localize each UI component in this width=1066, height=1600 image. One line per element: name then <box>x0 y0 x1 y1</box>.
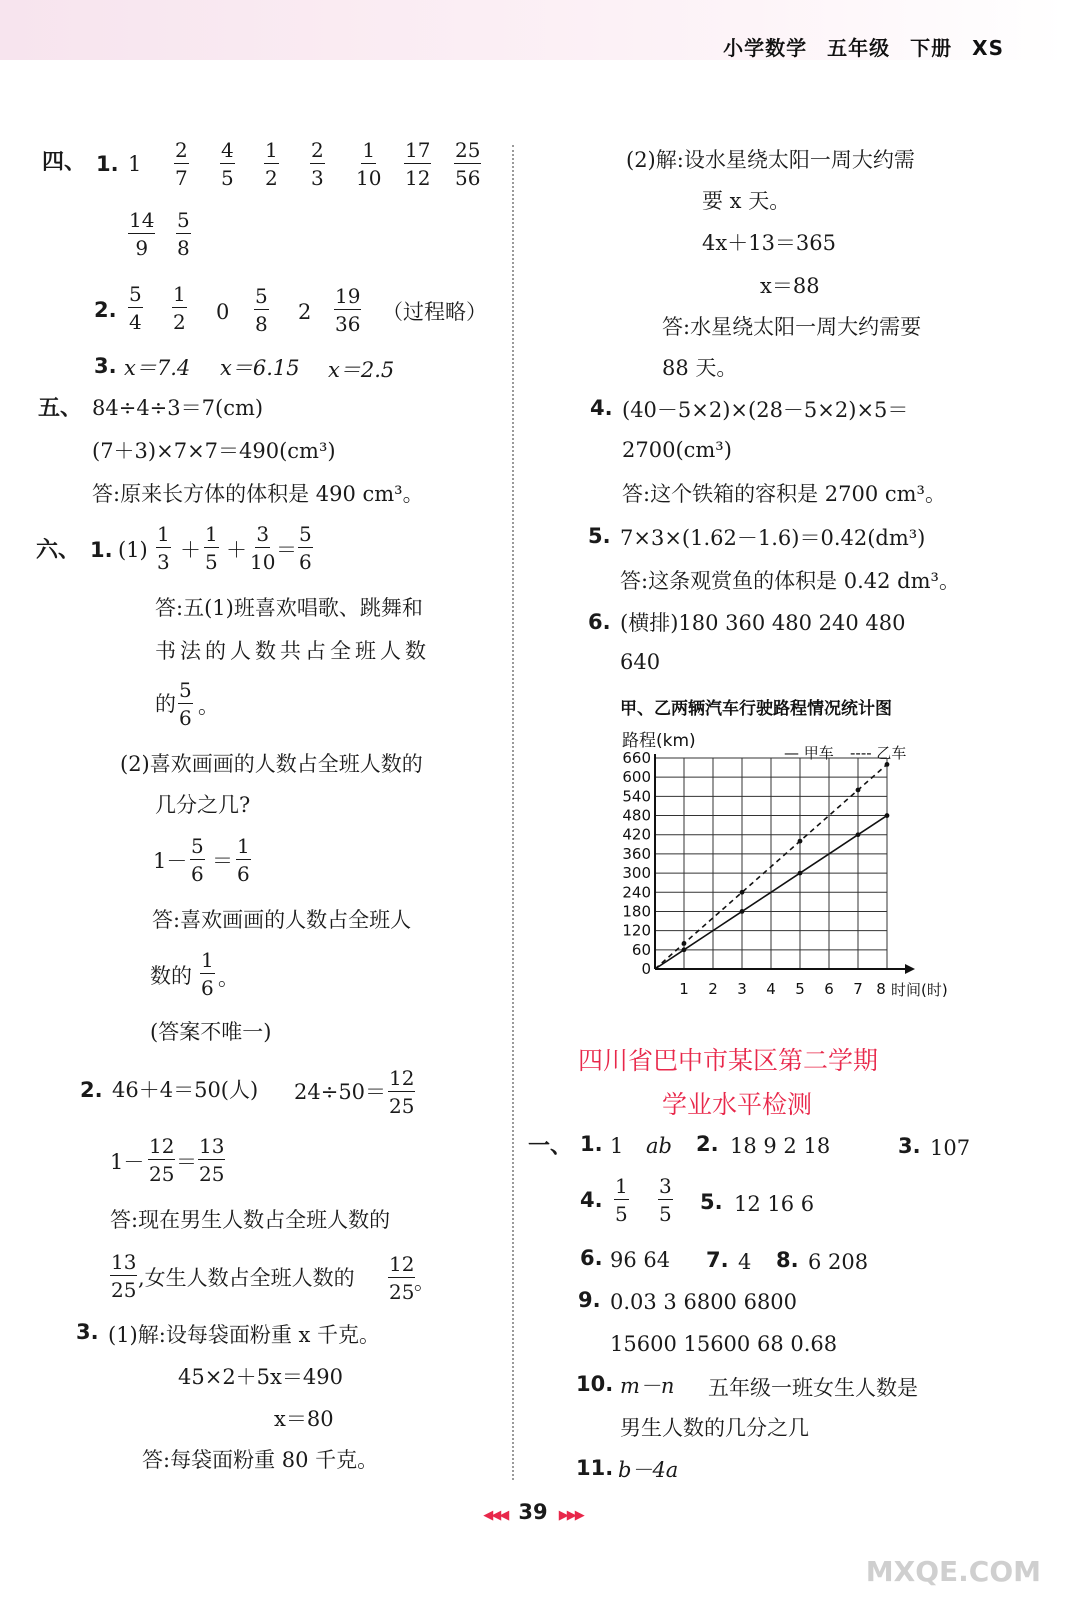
answer-value: 15600 15600 68 0.68 <box>610 1332 838 1356</box>
item-number: 2. <box>80 1078 103 1102</box>
fraction: 2 3 <box>311 138 324 190</box>
fraction: 1 2 <box>265 138 278 190</box>
item-number: 5. <box>588 524 611 548</box>
operator: ＋ <box>180 538 201 562</box>
chart-data-point <box>682 941 687 946</box>
chart-ylabel: 路程(km) <box>622 731 696 751</box>
chart-ytick-label: 360 <box>622 844 651 863</box>
punctuation: 。 <box>218 966 239 990</box>
fraction: 5 6 <box>191 834 204 886</box>
header-subject: 小学数学 <box>723 36 808 60</box>
fraction: 12 25 <box>389 1066 415 1118</box>
fraction: 2 7 <box>175 138 188 190</box>
chart-ytick-label: 120 <box>622 921 651 940</box>
chart-legend-item: — 甲车 <box>784 744 834 762</box>
chart-title: 甲、乙两辆汽车行驶路程情况统计图 <box>620 699 892 719</box>
equation: 4x＋13＝365 <box>702 231 837 255</box>
equation: 1－ <box>110 1150 145 1174</box>
page-footer <box>0 1500 1066 1524</box>
chart-xtick-label: 5 <box>795 980 805 998</box>
item-number: 1. <box>580 1132 603 1156</box>
answer-text: 男生人数的几分之几 <box>620 1416 809 1440</box>
item-number: 3. <box>898 1134 921 1158</box>
chart-data-point <box>798 871 803 876</box>
fraction: 5 8 <box>177 208 190 260</box>
equation: 24÷50＝ <box>294 1080 387 1104</box>
question-text: (2)喜欢画画的人数占全班人数的 <box>120 752 423 776</box>
fraction: 13 25 <box>199 1134 225 1186</box>
operator: ＝ <box>212 849 233 873</box>
chart-data-point <box>856 788 861 793</box>
punctuation: 。 <box>414 1270 435 1294</box>
operator: ＝ <box>176 1150 197 1174</box>
fraction: 12 25 <box>389 1252 415 1304</box>
equation: 2700(cm³) <box>622 438 732 462</box>
equation: 84÷4÷3＝7(cm) <box>92 396 264 420</box>
chart-x-axis-arrow <box>905 964 915 974</box>
answer-value: 6 208 <box>808 1250 869 1274</box>
item-number: 2. <box>696 1132 719 1156</box>
answer-text: 88 天。 <box>662 356 738 380</box>
line-chart <box>560 690 1000 1010</box>
next-arrows-icon: ▶▶▶ <box>558 1508 583 1523</box>
fraction: 1 5 <box>615 1174 628 1226</box>
chart-xtick-label: 3 <box>737 980 747 998</box>
fraction: 5 4 <box>129 282 142 334</box>
answer-value: 18 9 2 18 <box>730 1134 831 1158</box>
item-number: 4. <box>590 396 613 420</box>
equation: x＝88 <box>760 274 820 298</box>
answer-text: 答:每袋面粉重 80 千克。 <box>142 1448 379 1472</box>
prev-arrows-icon: ◀◀◀ <box>483 1508 508 1523</box>
item-number: 1. <box>96 152 119 176</box>
answer-value: m－n <box>620 1374 675 1398</box>
equation: 7×3×(1.62－1.6)＝0.42(dm³) <box>620 526 926 550</box>
section-5-head: 五、 <box>38 396 83 421</box>
chart-data-point <box>885 813 890 818</box>
item-number: 4. <box>580 1188 603 1212</box>
fraction: 1 5 <box>205 522 218 574</box>
chart-ytick-label: 0 <box>641 960 651 978</box>
item-number: 1. <box>90 538 113 562</box>
fraction: 3 5 <box>659 1174 672 1226</box>
answer-value: x＝2.5 <box>328 358 395 382</box>
answer-value: 1 <box>128 152 142 176</box>
answer-text: 答:这个铁箱的容积是 2700 cm³。 <box>622 482 946 506</box>
section-4-head: 四、 <box>42 150 87 175</box>
equation: (1)解:设每袋面粉重 x 千克。 <box>108 1323 381 1347</box>
sub-label: (1) <box>118 538 148 562</box>
chart-xlabel: 时间(时) <box>891 981 948 999</box>
item-number: 2. <box>94 298 117 322</box>
item-number: 5. <box>700 1190 723 1214</box>
answer-text: 的 <box>155 692 176 716</box>
answer-text: 答:五(1)班喜欢唱歌、跳舞和 <box>155 596 423 620</box>
answer-value: 1 <box>610 1134 624 1158</box>
chart-data-point <box>740 909 745 914</box>
answer-value: 12 16 6 <box>734 1192 815 1216</box>
fraction: 4 5 <box>221 138 234 190</box>
section-6-head: 六、 <box>36 538 81 563</box>
chart-ytick-label: 180 <box>622 902 651 921</box>
answer-text: 答:现在男生人数占全班人数的 <box>110 1208 391 1232</box>
fraction: 1 3 <box>157 522 170 574</box>
fraction: 14 9 <box>129 208 155 260</box>
header-volume: 下册 <box>910 36 953 60</box>
chart-data-point <box>856 832 861 837</box>
answer-value: ab <box>646 1134 672 1158</box>
item-number: 7. <box>706 1248 729 1272</box>
chart-data-point <box>740 890 745 895</box>
answer-text: 答:水星绕太阳一周大约需要 <box>662 315 922 339</box>
column-divider <box>512 145 514 1480</box>
answer-values: (横排)180 360 480 240 480 <box>620 611 906 635</box>
solution-text: (2)解:设水星绕太阳一周大约需 <box>626 148 915 172</box>
fraction: 17 12 <box>405 138 431 190</box>
chart-ytick-label: 420 <box>622 825 651 844</box>
equation: 45×2＋5x＝490 <box>178 1365 343 1389</box>
chart-xtick-label: 4 <box>766 980 776 998</box>
page-number: 39 <box>518 1500 548 1524</box>
solution-text: 要 x 天。 <box>702 189 791 213</box>
answer-text: ,女生人数占全班人数的 <box>138 1266 355 1290</box>
note: (答案不唯一) <box>150 1020 272 1044</box>
exam-title-line-1: 四川省巴中市某区第二学期 <box>578 1046 879 1075</box>
question-text: 几分之几? <box>155 793 251 817</box>
header-edition: XS <box>972 36 1004 60</box>
answer-value: x＝7.4 <box>124 356 191 380</box>
item-number: 3. <box>94 354 117 378</box>
fraction: 19 36 <box>335 284 361 336</box>
equation: (40－5×2)×(28－5×2)×5＝ <box>622 398 909 422</box>
punctuation: 。 <box>198 694 219 718</box>
chart-ytick-label: 60 <box>631 940 651 959</box>
fraction: 13 25 <box>111 1250 137 1302</box>
chart-ytick-label: 600 <box>622 768 651 787</box>
answer-value: b－4a <box>618 1458 679 1482</box>
item-number: 9. <box>578 1288 601 1312</box>
equation: (7＋3)×7×7＝490(cm³) <box>92 439 336 463</box>
equation: 46＋4＝50(人) <box>112 1078 259 1102</box>
item-number: 10. <box>576 1372 614 1396</box>
answer-value: 2 <box>298 300 312 324</box>
fraction: 5 8 <box>255 284 268 336</box>
answer-text: 数的 <box>150 964 192 988</box>
chart-xtick-label: 7 <box>853 980 863 998</box>
fraction: 1 6 <box>237 834 250 886</box>
answer-value: 107 <box>930 1136 971 1160</box>
item-number: 6. <box>588 610 611 634</box>
item-number: 3. <box>76 1320 99 1344</box>
section-1-head: 一、 <box>528 1134 573 1159</box>
item-number: 6. <box>580 1246 603 1270</box>
answer-text: 答:喜欢画画的人数占全班人 <box>152 908 412 932</box>
answer-text: 书法的人数共占全班人数 <box>155 639 430 663</box>
watermark: MXQE.COM <box>865 1555 1041 1588</box>
chart-xtick-label: 2 <box>708 980 718 998</box>
chart-ytick-label: 540 <box>622 787 651 806</box>
fraction: 5 6 <box>299 522 312 574</box>
exam-title-line-2: 学业水平检测 <box>662 1090 813 1119</box>
note: （过程略） <box>382 300 487 324</box>
item-number: 8. <box>776 1248 799 1272</box>
fraction: 3 10 <box>250 522 276 574</box>
chart-ytick-label: 480 <box>622 806 651 825</box>
chart-data-point <box>682 947 687 952</box>
answer-text: 答:原来长方体的体积是 490 cm³。 <box>92 482 424 506</box>
chart-xtick-label: 8 <box>876 980 886 998</box>
fraction: 12 25 <box>149 1134 175 1186</box>
answer-value: x＝6.15 <box>220 356 300 380</box>
answer-text: 五年级一班女生人数是 <box>708 1376 918 1400</box>
chart-legend-item: ---- 乙车 <box>850 744 907 762</box>
fraction: 5 6 <box>179 678 192 730</box>
fraction: 1 2 <box>173 282 186 334</box>
fraction: 1 10 <box>356 138 382 190</box>
equation: x＝80 <box>274 1407 334 1431</box>
chart-ytick-label: 660 <box>622 749 651 767</box>
chart-data-point <box>885 762 890 767</box>
operator: ＋ <box>226 538 247 562</box>
answer-value: 96 64 <box>610 1248 671 1272</box>
fraction: 1 6 <box>201 948 214 1000</box>
answer-value: 0.03 3 6800 6800 <box>610 1290 798 1314</box>
operator: ＝ <box>276 538 297 562</box>
chart-ytick-label: 300 <box>622 864 651 883</box>
answer-value: 4 <box>738 1250 752 1274</box>
item-number: 11. <box>576 1456 614 1480</box>
chart-xtick-label: 6 <box>824 980 834 998</box>
answer-value: 0 <box>216 300 230 324</box>
header-grade: 五年级 <box>827 36 891 60</box>
equation: 1－ <box>153 849 188 873</box>
chart-ytick-label: 240 <box>622 883 651 902</box>
page-header <box>703 32 1004 61</box>
answer-values: 640 <box>620 650 661 674</box>
answer-text: 答:这条观赏鱼的体积是 0.42 dm³。 <box>620 569 960 593</box>
chart-data-point <box>798 839 803 844</box>
fraction: 25 56 <box>455 138 481 190</box>
chart-xtick-label: 1 <box>679 980 689 998</box>
